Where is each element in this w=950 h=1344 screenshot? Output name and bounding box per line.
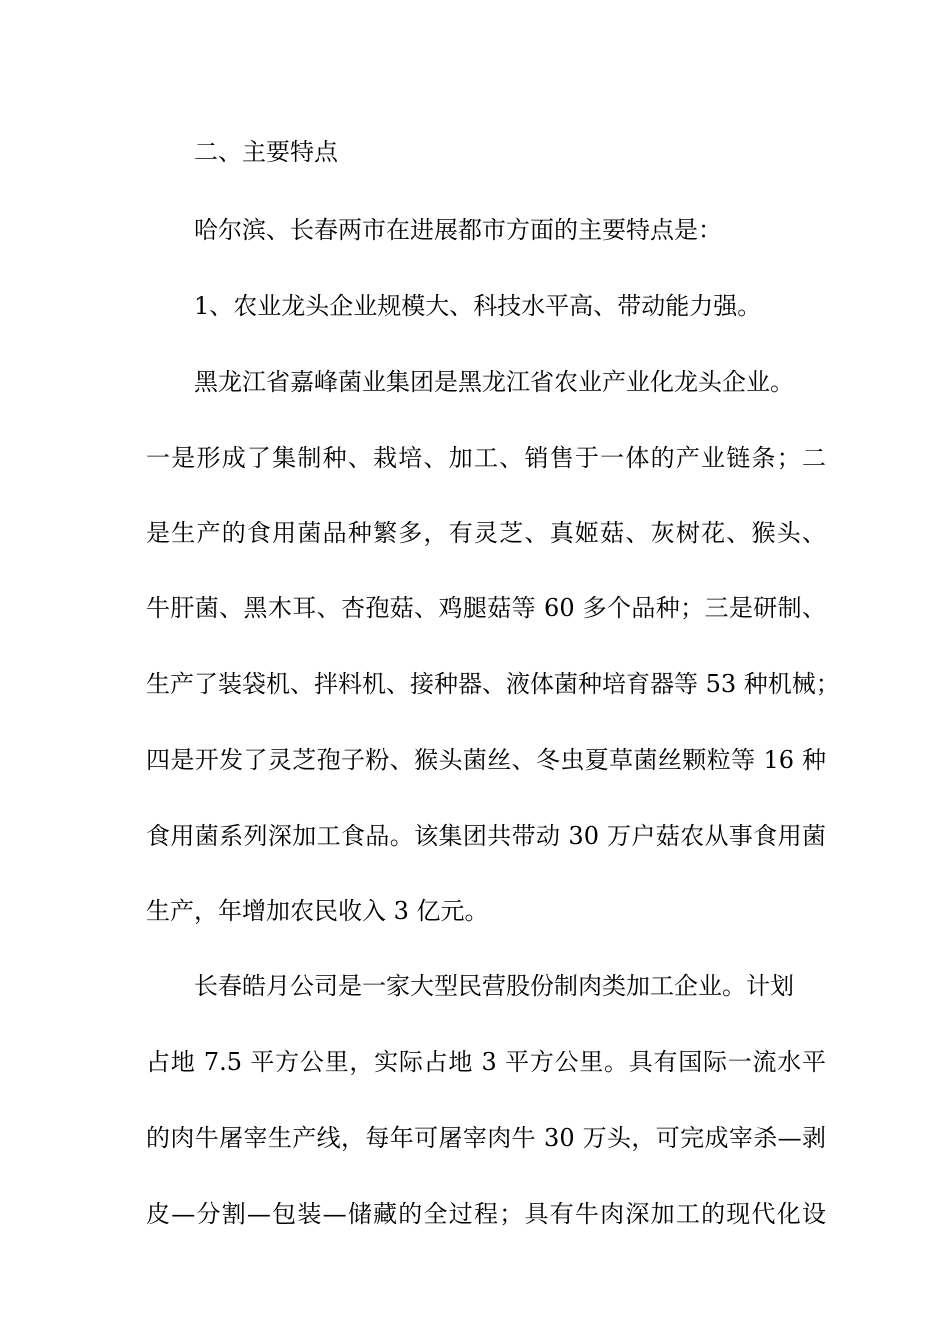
paragraph-line: 皮—分割—包装—储藏的全过程；具有牛肉深加工的现代化设 xyxy=(146,1200,826,1228)
paragraph-line: 生产了装袋机、拌料机、接种器、液体菌种培育器等 53 种机械； xyxy=(146,670,840,698)
section-heading: 二、主要特点 xyxy=(194,138,338,166)
paragraph-line: 牛肝菌、黑木耳、杏孢菇、鸡腿菇等 60 多个品种；三是研制、 xyxy=(146,594,826,622)
point-heading: 1、农业龙头企业规模大、科技水平高、带动能力强。 xyxy=(194,292,762,320)
intro-paragraph: 哈尔滨、长春两市在进展都市方面的主要特点是： xyxy=(194,216,722,244)
paragraph-line: 的肉牛屠宰生产线，每年可屠宰肉牛 30 万头，可完成宰杀—剥 xyxy=(146,1124,826,1152)
paragraph-line: 四是开发了灵芝孢子粉、猴头菌丝、冬虫夏草菌丝颗粒等 16 种 xyxy=(146,746,826,774)
paragraph-line: 占地 7.5 平方公里，实际占地 3 平方公里。具有国际一流水平 xyxy=(146,1048,826,1076)
paragraph-line: 食用菌系列深加工食品。该集团共带动 30 万户菇农从事食用菌 xyxy=(146,822,826,850)
paragraph-line: 一是形成了集制种、栽培、加工、销售于一体的产业链条；二 xyxy=(146,444,826,472)
paragraph-line: 生产，年增加农民收入 3 亿元。 xyxy=(146,897,489,925)
paragraph-line: 长春皓月公司是一家大型民营股份制肉类加工企业。计划 xyxy=(194,972,794,1000)
paragraph-line: 是生产的食用菌品种繁多，有灵芝、真姬菇、灰树花、猴头、 xyxy=(146,519,826,547)
paragraph-line: 黑龙江省嘉峰菌业集团是黑龙江省农业产业化龙头企业。 xyxy=(194,368,794,396)
